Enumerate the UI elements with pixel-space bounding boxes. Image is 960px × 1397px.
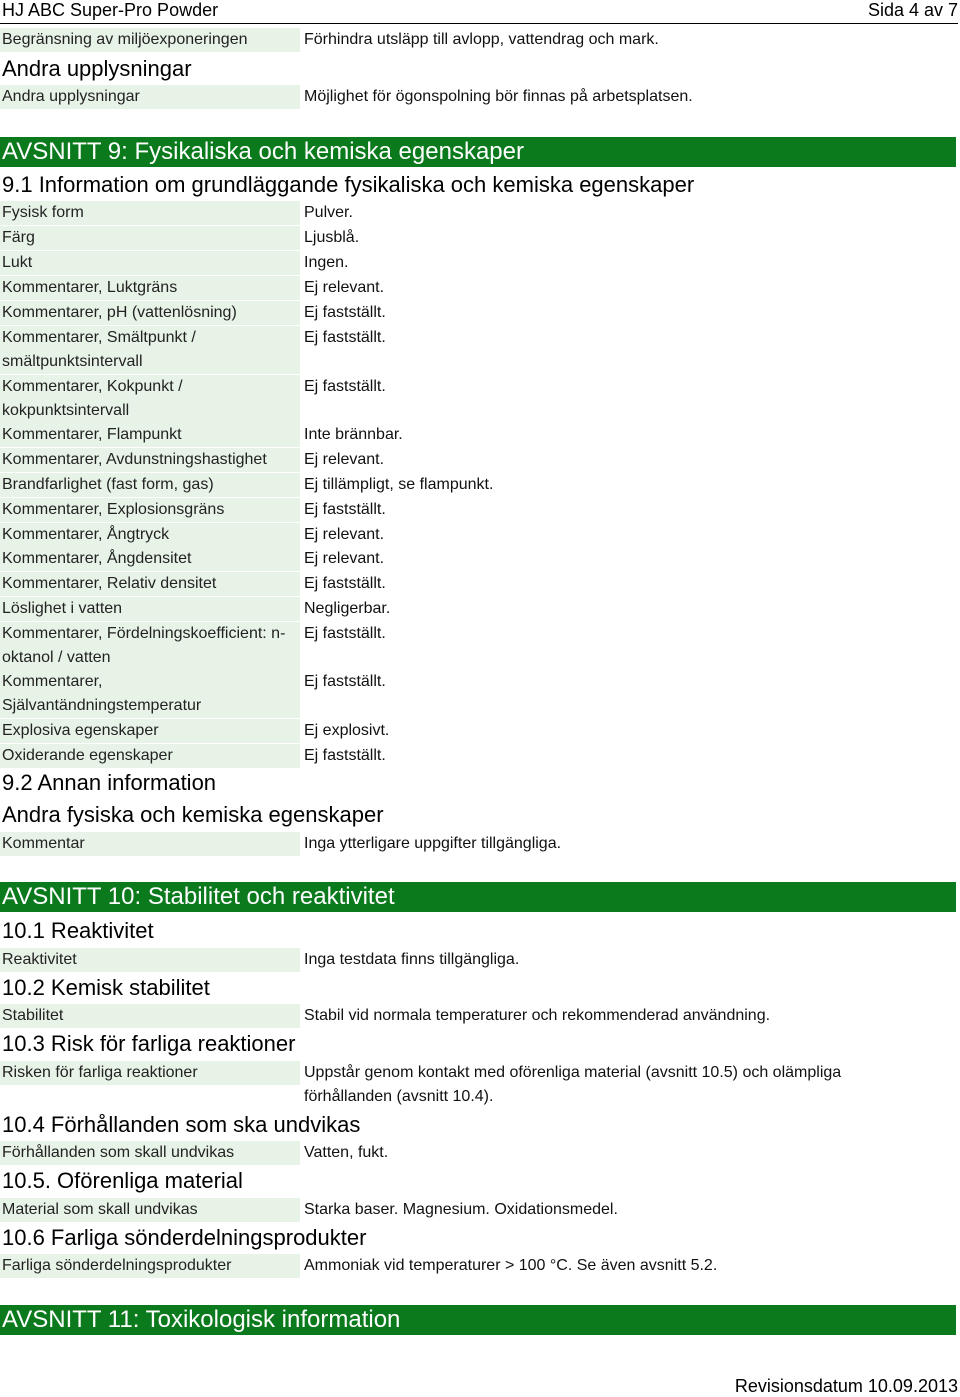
row-value: Förhindra utsläpp till avlopp, vattendrag och mark. <box>304 31 659 48</box>
row-label: Kommentarer, Fördelningskoefficient: n-oktanol / vatten <box>0 622 300 670</box>
row-label: Kommentarer, Ångtryck <box>0 523 300 547</box>
table-row <box>0 572 960 596</box>
table-row <box>0 326 960 374</box>
row-label: Andra upplysningar <box>0 85 300 109</box>
row-value: Ej relevant. <box>304 526 385 543</box>
section-9-bar: AVSNITT 9: Fysikaliska och kemiska egenskaper <box>0 137 956 167</box>
table-row <box>0 226 960 250</box>
subsection-9-1-heading: 9.1 Information om grundläggande fysikaliska och kemiska egenskaper <box>2 172 695 197</box>
row-value: Starka baser. Magnesium. Oxidationsmedel. <box>304 1201 618 1218</box>
row-label: Kommentarer, pH (vattenlösning) <box>0 301 300 325</box>
row-value: Möjlighet för ögonspolning bör finnas på arbetsplatsen. <box>304 88 693 105</box>
row-value: Ej fastställt. <box>304 329 386 346</box>
row-value: Ej fastställt. <box>304 378 386 395</box>
row-label: Kommentarer, Avdunstningshastighet <box>0 448 300 472</box>
other-info-row <box>0 85 960 109</box>
table-row <box>0 375 960 423</box>
table-row <box>0 597 960 621</box>
table-row <box>0 448 960 472</box>
hazardous-reactions-row <box>0 1061 960 1105</box>
row-value: Stabil vid normala temperaturer och rekommenderad användning. <box>304 1007 771 1024</box>
decomposition-row <box>0 1254 960 1278</box>
row-label: Begränsning av miljöexponeringen <box>0 28 300 52</box>
row-label: Explosiva egenskaper <box>0 719 300 743</box>
comment-row <box>0 832 960 856</box>
revision-date: Revisionsdatum 10.09.2013 <box>734 1376 958 1396</box>
subsection-10-6-heading: 10.6 Farliga sönderdelningsprodukter <box>2 1225 367 1250</box>
row-value: Ej relevant. <box>304 550 385 567</box>
row-label: Kommentarer, Smältpunkt / smältpunktsintervall <box>0 326 300 374</box>
row-value: Ej fastställt. <box>304 501 386 518</box>
row-value: Pulver. <box>304 204 353 221</box>
row-value: Inga ytterligare uppgifter tillgängliga. <box>304 835 562 852</box>
row-value: Inga testdata finns tillgängliga. <box>304 951 520 968</box>
section-10-bar: AVSNITT 10: Stabilitet och reaktivitet <box>0 882 956 912</box>
subsection-10-2-heading: 10.2 Kemisk stabilitet <box>2 975 210 1000</box>
section-11-bar: AVSNITT 11: Toxikologisk information <box>0 1305 956 1335</box>
row-value: Ej fastställt. <box>304 304 386 321</box>
row-label: Löslighet i vatten <box>0 597 300 621</box>
row-label: Kommentarer, Ångdensitet <box>0 547 300 571</box>
table-row <box>0 423 960 447</box>
row-value: Ej fastställt. <box>304 747 386 764</box>
subsection-10-3-heading: 10.3 Risk för farliga reaktioner <box>2 1031 296 1056</box>
conditions-row <box>0 1141 960 1165</box>
row-value: Ej relevant. <box>304 279 385 296</box>
table-row <box>0 201 960 225</box>
row-label: Kommentarer, Explosionsgräns <box>0 498 300 522</box>
reactivity-row <box>0 948 960 972</box>
row-label: Oxiderande egenskaper <box>0 744 300 768</box>
other-info-heading: Andra upplysningar <box>2 56 192 81</box>
row-value: Ej fastställt. <box>304 625 386 642</box>
table-row <box>0 547 960 571</box>
row-label: Lukt <box>0 251 300 275</box>
table-row <box>0 498 960 522</box>
table-row <box>0 670 960 718</box>
env-exposure-row <box>0 28 960 52</box>
row-label: Kommentar <box>0 832 300 856</box>
row-label: Kommentarer, Kokpunkt / kokpunktsintervall <box>0 375 300 423</box>
row-value: Ej tillämpligt, se flampunkt. <box>304 476 494 493</box>
other-properties-heading: Andra fysiska och kemiska egenskaper <box>2 802 384 827</box>
table-row <box>0 622 960 670</box>
row-label: Material som skall undvikas <box>0 1198 300 1222</box>
table-row <box>0 523 960 547</box>
row-label: Kommentarer, Flampunkt <box>0 423 300 447</box>
row-value: Negligerbar. <box>304 600 391 617</box>
row-label: Reaktivitet <box>0 948 300 972</box>
row-value: Uppstår genom kontakt med oförenliga material (avsnitt 10.5) och olämpliga förhållanden (avsnitt 10.4). <box>304 1064 842 1105</box>
row-value: Ej fastställt. <box>304 575 386 592</box>
row-label: Brandfarlighet (fast form, gas) <box>0 473 300 497</box>
row-value: Ej relevant. <box>304 451 385 468</box>
subsection-9-2-heading: 9.2 Annan information <box>2 770 217 795</box>
row-label: Stabilitet <box>0 1004 300 1028</box>
table-row <box>0 473 960 497</box>
row-value: Vatten, fukt. <box>304 1144 389 1161</box>
subsection-10-1-heading: 10.1 Reaktivitet <box>2 918 154 943</box>
table-row <box>0 251 960 275</box>
row-label: Kommentarer, Luktgräns <box>0 276 300 300</box>
row-label: Risken för farliga reaktioner <box>0 1061 300 1085</box>
document-title: HJ ABC Super-Pro Powder <box>2 0 219 20</box>
table-row <box>0 301 960 325</box>
row-label: Fysisk form <box>0 201 300 225</box>
subsection-10-4-heading: 10.4 Förhållanden som ska undvikas <box>2 1112 361 1137</box>
stability-row <box>0 1004 960 1028</box>
header-rule <box>0 23 958 24</box>
subsection-10-5-heading: 10.5. Oförenliga material <box>2 1168 243 1193</box>
row-label: Kommentarer, Självantändningstemperatur <box>0 670 300 718</box>
row-label: Färg <box>0 226 300 250</box>
row-label: Kommentarer, Relativ densitet <box>0 572 300 596</box>
page-header <box>0 0 960 22</box>
row-value: Ljusblå. <box>304 229 360 246</box>
row-label: Förhållanden som skall undvikas <box>0 1141 300 1165</box>
table-row <box>0 744 960 768</box>
row-label: Farliga sönderdelningsprodukter <box>0 1254 300 1278</box>
table-row <box>0 276 960 300</box>
table-row <box>0 719 960 743</box>
row-value: Ej fastställt. <box>304 673 386 690</box>
page-number: Sida 4 av 7 <box>867 0 958 20</box>
row-value: Ingen. <box>304 254 349 271</box>
row-value: Ammoniak vid temperaturer > 100 °C. Se även avsnitt 5.2. <box>304 1257 718 1274</box>
incompatible-materials-row <box>0 1198 960 1222</box>
row-value: Ej explosivt. <box>304 722 390 739</box>
row-value: Inte brännbar. <box>304 426 403 443</box>
